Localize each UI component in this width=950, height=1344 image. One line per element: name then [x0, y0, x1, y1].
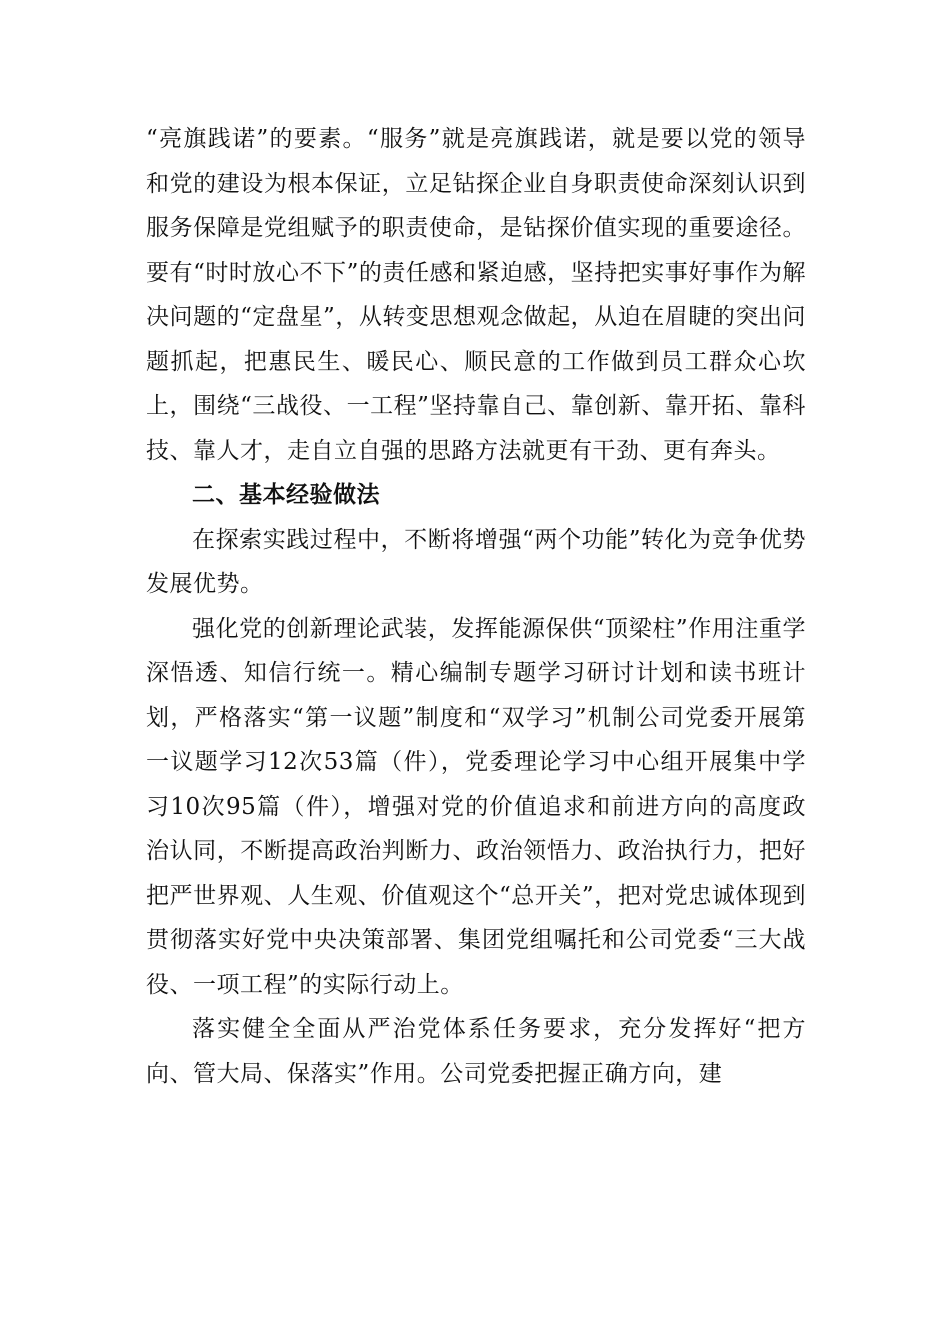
- paragraph-intro: 在探索实践过程中，不断将增强“两个功能”转化为竞争优势发展优势。: [146, 526, 806, 597]
- paragraph-continued: “亮旗践诺”的要素。“服务”就是亮旗践诺，就是要以党的领导和党的建设为根本保证，立足钻探企业自身职责使命深刻认识到服务保障是党组赋予的职责使命，是钻探价值实现的重要途径。要有“时时放心不下”的责任感和紧迫感，坚持把实事好事作为解决问题的“定盘星”，从转变思想观念做起，从迫在眉睫的突出问题抓起，把惠民生、暖民心、顺民意的工作做到员工群众心坎上，围绕“三战役、一工程”坚持靠自己、靠创新、靠开拓、靠科技、靠人才，走自立自强的思路方法就更有干劲、更有奔头。: [146, 126, 806, 464]
- paragraph-party-governance: 落实健全全面从严治党体系任务要求，充分发挥好“把方向、管大局、保落实”作用。公司党委把握正确方向，建: [146, 1016, 806, 1087]
- document-body: [146, 117, 806, 1096]
- section-heading: 二、基本经验做法: [192, 482, 380, 508]
- paragraph-theory-study: 强化党的创新理论武装，发挥能源保供“顶梁柱”作用注重学深悟透、知信行统一。精心编制专题学习研讨计划和读书班计划，严格落实“第一议题”制度和“双学习”机制公司党委开展第一议题学习12次53篇（件），党委理论学习中心组开展集中学习10次95篇（件），增强对党的价值追求和前进方向的高度政治认同，不断提高政治判断力、政治领悟力、政治执行力，把好把严世界观、人生观、价值观这个“总开关”，把对党忠诚体现到贯彻落实好党中央决策部署、集团党组嘱托和公司党委“三大战役、一项工程”的实际行动上。: [146, 615, 806, 998]
